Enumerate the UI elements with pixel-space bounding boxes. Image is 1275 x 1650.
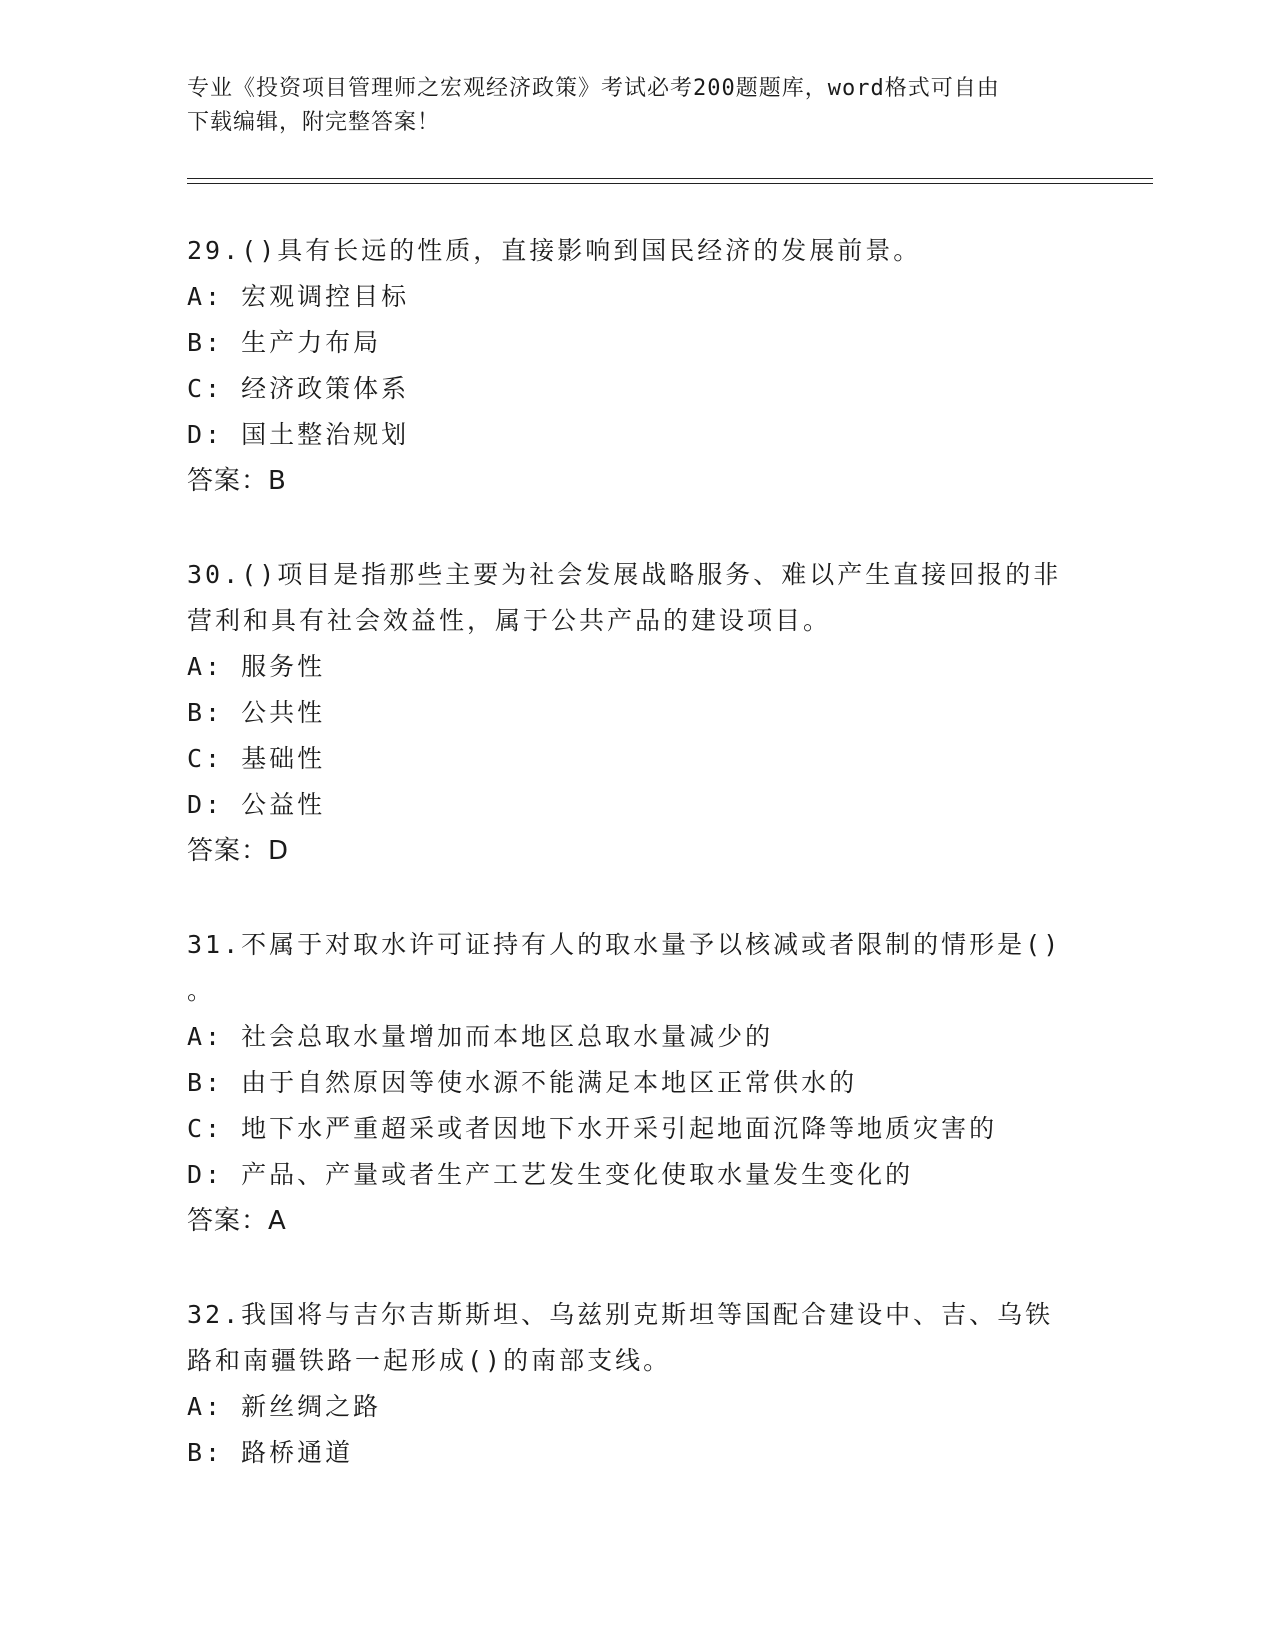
option-b: B: 由于自然原因等使水源不能满足本地区正常供水的	[187, 1068, 858, 1097]
answer-label: 答案：B	[187, 466, 287, 496]
option-a: A: 新丝绸之路	[187, 1392, 382, 1421]
question-31	[187, 922, 1087, 1244]
option-a: A: 服务性	[187, 652, 326, 681]
question-stem-line: 31.不属于对取水许可证持有人的取水量予以核减或者限制的情形是()	[187, 930, 1062, 959]
option-d: D: 产品、产量或者生产工艺发生变化使取水量发生变化的	[187, 1160, 914, 1189]
question-list	[187, 228, 1087, 1524]
header-line-2: 下载编辑，附完整答案！	[187, 110, 441, 135]
question-stem-line: 营利和具有社会效益性，属于公共产品的建设项目。	[187, 606, 832, 635]
option-d: D: 国土整治规划	[187, 420, 410, 449]
option-c: C: 地下水严重超采或者因地下水开采引起地面沉降等地质灾害的	[187, 1114, 998, 1143]
option-b: B: 生产力布局	[187, 328, 382, 357]
option-c: C: 基础性	[187, 744, 326, 773]
option-b: B: 公共性	[187, 698, 326, 727]
question-stem-line: 。	[187, 976, 216, 1005]
answer-label: 答案：D	[187, 836, 290, 866]
question-stem-line: 路和南疆铁路一起形成()的南部支线。	[187, 1346, 672, 1375]
header-divider-top	[187, 178, 1153, 179]
option-c: C: 经济政策体系	[187, 374, 410, 403]
question-stem-line: 32.我国将与吉尔吉斯斯坦、乌兹别克斯坦等国配合建设中、吉、乌铁	[187, 1300, 1054, 1329]
question-29	[187, 228, 1087, 504]
option-a: A: 社会总取水量增加而本地区总取水量减少的	[187, 1022, 774, 1051]
option-d: D: 公益性	[187, 790, 326, 819]
option-b: B: 路桥通道	[187, 1438, 354, 1467]
question-stem-line: 29.()具有长远的性质，直接影响到国民经济的发展前景。	[187, 236, 922, 265]
question-30	[187, 552, 1087, 874]
document-header	[187, 72, 1087, 140]
option-a: A: 宏观调控目标	[187, 282, 410, 311]
header-line-1: 专业《投资项目管理师之宏观经济政策》考试必考200题题库，word格式可自由	[187, 76, 1000, 101]
question-stem-line: 30.()项目是指那些主要为社会发展战略服务、难以产生直接回报的非	[187, 560, 1062, 589]
answer-label: 答案：A	[187, 1206, 287, 1236]
question-32	[187, 1292, 1087, 1476]
header-divider-bottom	[187, 183, 1153, 184]
